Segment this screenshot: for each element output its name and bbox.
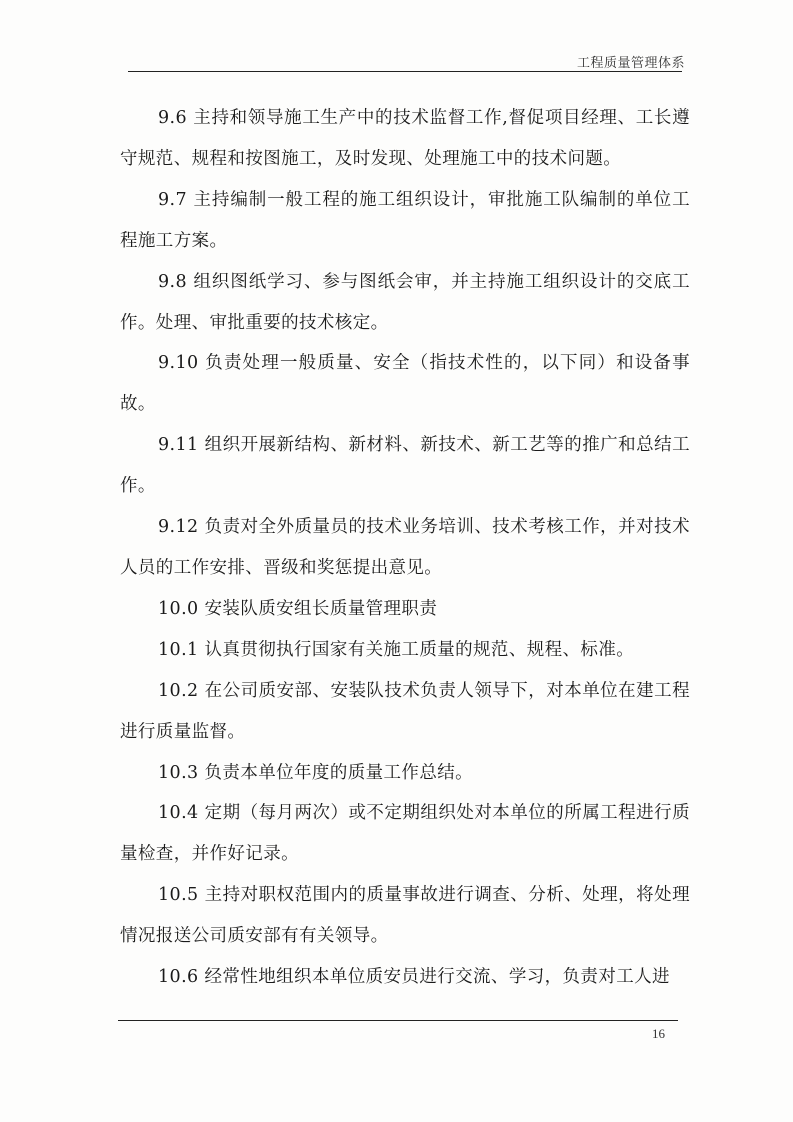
paragraph-10-1: 10.1 认真贯彻执行国家有关施工质量的规范、规程、标准。 (158, 639, 635, 660)
paragraph-9-11: 9.11 组织开展新结构、新材料、新技术、新工艺等的推广和总结工作。 (120, 435, 690, 497)
paragraph-9-8: 9.8 组织图纸学习、参与图纸会审，并主持施工组织设计的交底工作。处理、审批重要的技术核定。 (120, 271, 690, 333)
paragraph-10-4: 10.4 定期（每月两次）或不定期组织处对本单位的所属工程进行质量检查，并作好记录。 (120, 803, 690, 865)
body-text (120, 98, 690, 998)
paragraph-9-6: 9.6 主持和领导施工生产中的技术监督工作,督促项目经理、工长遵守规范、规程和按图施工，及时发现、处理施工中的技术问题。 (120, 108, 690, 169)
header-divider (128, 71, 682, 72)
header-title: 工程质量管理体系 (576, 56, 685, 71)
paragraph-10-2: 10.2 在公司质安部、安装队技术负责人领导下，对本单位在建工程进行质量监督。 (120, 680, 690, 742)
paragraph-10-6: 10.6 经常性地组织本单位质安员进行交流、学习，负责对工人进 (158, 967, 670, 988)
paragraph-9-10: 9.10 负责处理一般质量、安全（指技术性的，以下同）和设备事故。 (120, 353, 690, 415)
footer-divider (118, 1020, 678, 1021)
page-number: 16 (652, 1026, 665, 1041)
paragraph-9-12: 9.12 负责对全外质量员的技术业务培训、技术考核工作，并对技术人员的工作安排、晋级和奖惩提出意见。 (120, 517, 690, 578)
paragraph-9-7: 9.7 主持编制一般工程的施工组织设计，审批施工队编制的单位工程施工方案。 (120, 189, 690, 251)
paragraph-10-3: 10.3 负责本单位年度的质量工作总结。 (158, 762, 474, 783)
paragraph-10-5: 10.5 主持对职权范围内的质量事故进行调查、分析、处理，将处理情况报送公司质安部有有关领导。 (120, 885, 690, 947)
section-heading-10-0: 10.0 安装队质安组长质量管理职责 (158, 598, 438, 619)
